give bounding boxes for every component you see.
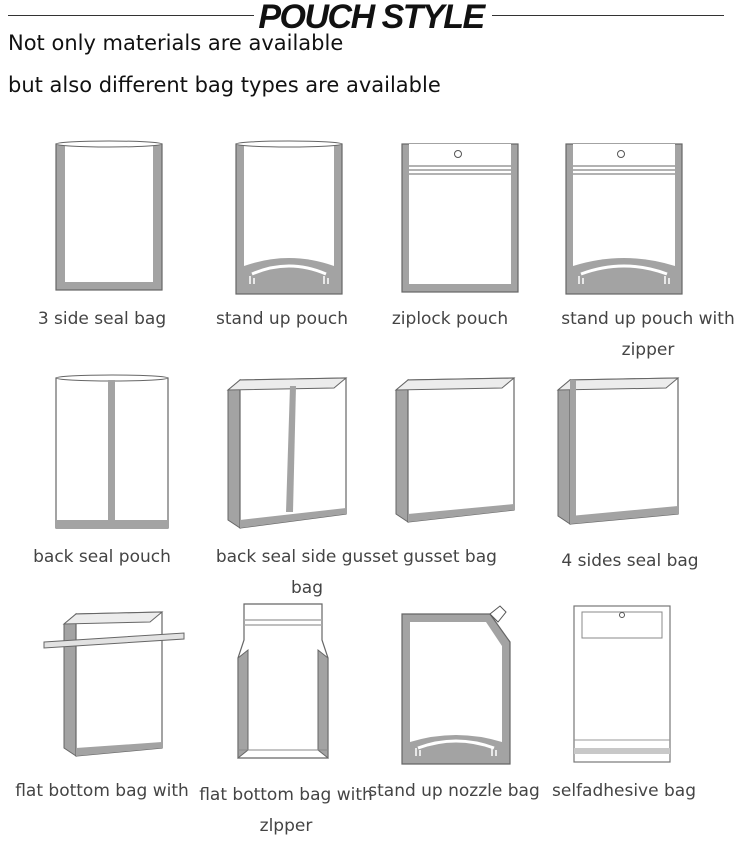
flat-bottom-bag-with-zipper-icon (196, 600, 376, 765)
bag-label: flat bottom bag with zlpper (199, 785, 373, 836)
bag-card-selfadhesive (534, 600, 714, 840)
intro-line-2: but also different bag types are available (8, 73, 441, 97)
bag-label: back seal pouch (33, 547, 171, 567)
title-rule-left (8, 15, 254, 16)
back-seal-pouch-icon (12, 370, 192, 535)
back-seal-side-gusset-bag-icon (192, 370, 372, 535)
bag-label: 4 sides seal bag (561, 551, 699, 571)
bag-label: stand up nozzle bag (368, 781, 540, 801)
bag-label: back seal side gusset bag (215, 547, 399, 598)
bag-card-four-sides-seal (540, 370, 720, 610)
flat-bottom-bag-icon (12, 600, 192, 765)
stand-up-pouch-with-zipper-icon (548, 132, 728, 297)
intro-line-1: Not only materials are available (8, 31, 344, 55)
four-sides-seal-bag-icon (540, 370, 720, 535)
bag-label: stand up pouch with zipper (561, 309, 735, 360)
gusset-bag-icon (360, 370, 540, 535)
bag-card-flat-bottom-bag (12, 600, 192, 840)
three-side-seal-bag-icon (12, 132, 192, 297)
page-title: POUCH STYLE (258, 0, 484, 36)
bag-label: ziplock pouch (391, 309, 509, 329)
bag-label: stand up pouch (216, 309, 348, 329)
bag-card-three-side-seal (12, 132, 192, 372)
title-rule-right (492, 15, 724, 16)
stand-up-pouch-icon (192, 132, 372, 297)
bag-card-stand-up-pouch (192, 132, 372, 372)
ziplock-pouch-icon (360, 132, 540, 297)
bag-card-ziplock-pouch (360, 132, 540, 372)
bag-card-back-seal-pouch (12, 370, 192, 610)
bag-card-gusset-bag (360, 370, 540, 610)
selfadhesive-bag-icon (534, 600, 714, 765)
bag-label: selfadhesive bag (552, 781, 696, 801)
bag-label: gusset bag (403, 547, 497, 567)
stand-up-nozzle-bag-icon (364, 600, 544, 765)
bag-card-stand-up-pouch-with-zipper (548, 132, 735, 372)
bag-label: 3 side seal bag (37, 309, 167, 329)
bag-label: flat bottom bag with (15, 781, 189, 801)
